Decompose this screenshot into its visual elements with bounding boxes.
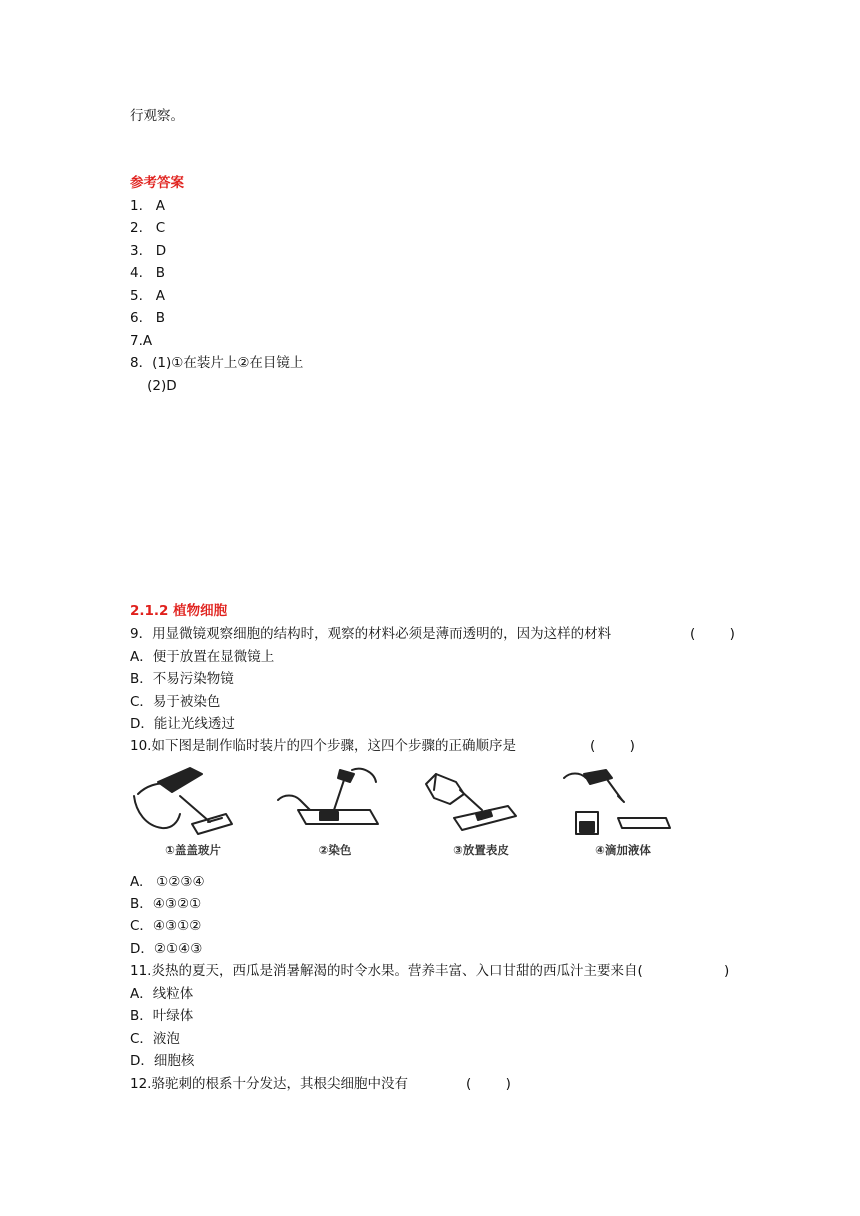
add-liquid-illustration xyxy=(558,760,688,842)
figure-caption: ③放置表皮 xyxy=(453,843,509,857)
answer-item: 1. A xyxy=(130,198,165,214)
question-11-paren: ) xyxy=(724,963,730,979)
intro-tail-text: 行观察。 xyxy=(130,108,184,124)
question-11-option: A．线粒体 xyxy=(130,986,194,1002)
answer-item: (2)D xyxy=(130,378,177,394)
question-12-paren: ( ) xyxy=(466,1076,511,1092)
question-10-option: B．④③②① xyxy=(130,896,202,912)
section-heading: 2.1.2 植物细胞 xyxy=(130,603,228,619)
answer-item: 4. B xyxy=(130,265,166,281)
answer-item: 2. C xyxy=(130,220,166,236)
answers-heading: 参考答案 xyxy=(130,175,184,191)
question-9-option: A．便于放置在显微镜上 xyxy=(130,649,275,665)
question-10-option: A. ①②③④ xyxy=(130,874,205,890)
question-9-option: C．易于被染色 xyxy=(130,694,221,710)
figure-step-1 xyxy=(128,760,258,862)
question-9-option: B．不易污染物镜 xyxy=(130,671,234,687)
cover-slip-illustration xyxy=(128,760,258,842)
question-12-stem: 12.骆驼刺的根系十分发达，其根尖细胞中没有 xyxy=(130,1076,408,1092)
question-11-option: C．液泡 xyxy=(130,1031,180,1047)
slide-preparation-figure xyxy=(128,760,688,862)
figure-step-2 xyxy=(270,760,400,862)
figure-step-3 xyxy=(416,760,546,862)
question-9-stem: 9．用显微镜观察细胞的结构时，观察的材料必须是薄而透明的，因为这样的材料 xyxy=(130,626,612,642)
question-10-stem: 10.如下图是制作临时装片的四个步骤，这四个步骤的正确顺序是 xyxy=(130,738,516,754)
question-9-option: D．能让光线透过 xyxy=(130,716,235,732)
figure-caption: ②染色 xyxy=(318,843,352,857)
question-11-stem: 11.炎热的夏天，西瓜是消暑解渴的时令水果。营养丰富、入口甘甜的西瓜汁主要来自( xyxy=(130,963,643,979)
answer-item: 5. A xyxy=(130,288,165,304)
question-11-option: B．叶绿体 xyxy=(130,1008,194,1024)
answer-item: 6. B xyxy=(130,310,166,326)
question-11-option: D．细胞核 xyxy=(130,1053,195,1069)
question-10-option: D．②①④③ xyxy=(130,941,203,957)
answer-item: 8．(1)①在装片上②在目镜上 xyxy=(130,355,304,371)
place-epidermis-illustration xyxy=(416,760,546,842)
question-10-option: C．④③①② xyxy=(130,918,202,934)
answer-item: 3. D xyxy=(130,243,167,259)
question-10-paren: ( ) xyxy=(590,738,635,754)
figure-step-4 xyxy=(558,760,688,862)
staining-illustration xyxy=(270,760,400,842)
figure-caption: ④滴加液体 xyxy=(595,843,651,857)
figure-caption: ①盖盖玻片 xyxy=(165,843,221,857)
answer-item: 7.A xyxy=(130,333,153,349)
question-9-paren: ( ) xyxy=(690,626,735,642)
